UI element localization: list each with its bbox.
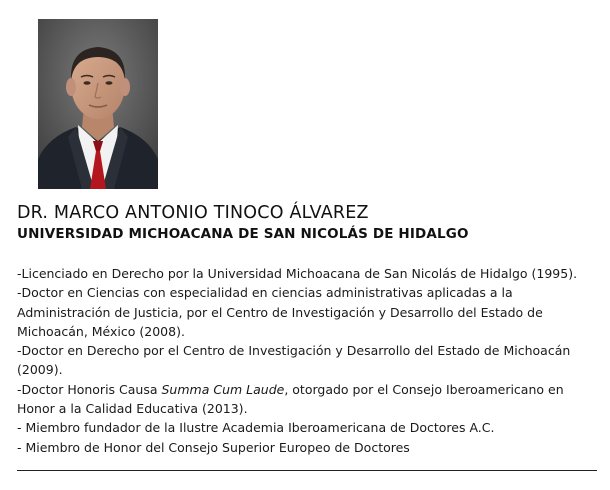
bottom-divider [17, 470, 597, 471]
bio-item: -Licenciado en Derecho por la Universidad Michoacana de San Nicolás de Hidalgo (1995). [17, 266, 578, 281]
bio-item-emphasis: Summa Cum Laude [161, 381, 285, 397]
bio-item: -Doctor en Ciencias con especialidad en ciencias administrativas aplicadas a la Administración de Justicia, por el Centro de Investigación y Desarrollo del Estado de Michoacán, México (2008). [17, 285, 543, 339]
bio-item-suffix: , otorgado por el Consejo Iberoamericano en Honor a la Calidad Educativa (2013). [17, 381, 564, 417]
bio-item: - Miembro fundador de la Ilustre Academia Iberoamericana de Doctores A.C. [17, 420, 495, 436]
bio-item-prefix: -Doctor Honoris Causa [17, 381, 162, 397]
profile-photo [38, 19, 158, 189]
biography-list [17, 264, 602, 457]
portrait-image [38, 19, 158, 189]
bio-item: -Doctor en Derecho por el Centro de Investigación y Desarrollo del Estado de Michoacán (2009). [17, 343, 571, 378]
bio-item [17, 380, 602, 419]
university-affiliation: UNIVERSIDAD MICHOACANA DE SAN NICOLÁS DE HIDALGO [17, 226, 469, 242]
person-name: DR. MARCO ANTONIO TINOCO ÁLVAREZ [17, 203, 369, 223]
bio-item: - Miembro de Honor del Consejo Superior Europeo de Doctores [17, 439, 410, 455]
